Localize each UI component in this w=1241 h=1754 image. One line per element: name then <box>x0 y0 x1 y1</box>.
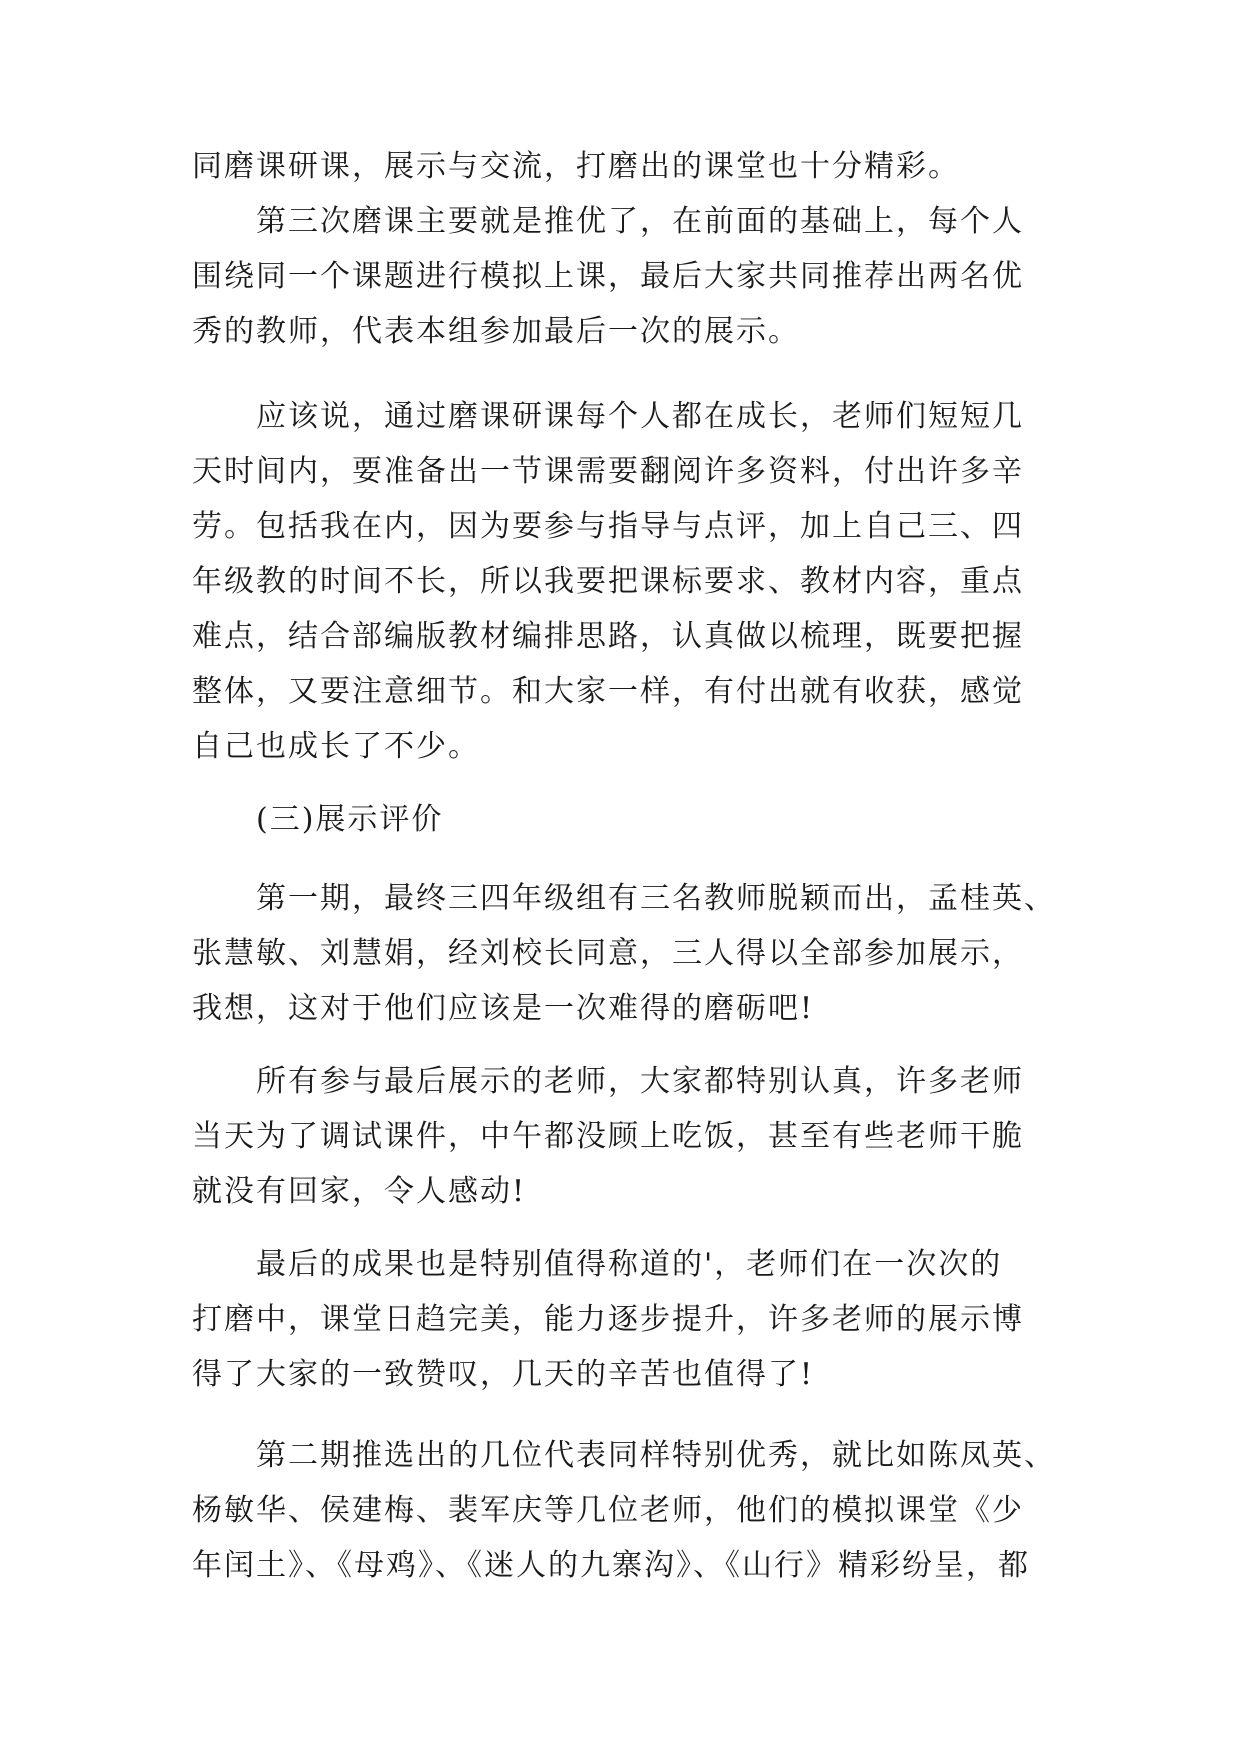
text-line: 我想，这对于他们应该是一次难得的磨砺吧! <box>192 991 815 1026</box>
text-line: 围绕同一个课题进行模拟上课，最后大家共同推荐出两名优 <box>192 259 1024 294</box>
text-line: 年级教的时间不长，所以我要把课标要求、教材内容，重点 <box>192 564 1024 599</box>
text-line: 就没有回家，令人感动! <box>192 1174 527 1209</box>
text-line: 第三次磨课主要就是推优了，在前面的基础上，每个人 <box>192 204 1024 239</box>
text-line: 应该说，通过磨课研课每个人都在成长，老师们短短几 <box>192 399 1024 434</box>
text-line: 张慧敏、刘慧娟，经刘校长同意，三人得以全部参加展示， <box>192 936 1024 971</box>
text-line: 打磨中，课堂日趋完美，能力逐步提升，许多老师的展示博 <box>192 1302 1024 1337</box>
text-line: 第二期推选出的几位代表同样特别优秀，就比如陈凤英、 <box>192 1438 1056 1473</box>
text-line: 难点，结合部编版教材编排思路，认真做以梳理，既要把握 <box>192 619 1024 654</box>
section-heading: (三)展示评价 <box>192 802 444 837</box>
text-line: 秀的教师，代表本组参加最后一次的展示。 <box>192 314 800 349</box>
text-line: 杨敏华、侯建梅、裴军庆等几位老师，他们的模拟课堂《少 <box>192 1493 1024 1528</box>
text-line: 当天为了调试课件，中午都没顾上吃饭，甚至有些老师干脆 <box>192 1119 1024 1154</box>
text-line: 所有参与最后展示的老师，大家都特别认真，许多老师 <box>192 1064 1024 1099</box>
text-line: 得了大家的一致赞叹，几天的辛苦也值得了! <box>192 1357 815 1392</box>
text-line: 年闰土》、《母鸡》、《迷人的九寨沟》、《山行》精彩纷呈，都 <box>192 1548 1030 1583</box>
text-line: 天时间内，要准备出一节课需要翻阅许多资料，付出许多辛 <box>192 454 1024 489</box>
text-line: 自己也成长了不少。 <box>192 729 480 764</box>
text-line: 最后的成果也是特别值得称道的'，老师们在一次次的 <box>192 1247 1003 1282</box>
text-line: 第一期，最终三四年级组有三名教师脱颖而出，孟桂英、 <box>192 881 1056 916</box>
text-line: 整体，又要注意细节。和大家一样，有付出就有收获，感觉 <box>192 674 1024 709</box>
text-line: 劳。包括我在内，因为要参与指导与点评，加上自己三、四 <box>192 509 1024 544</box>
text-line: 同磨课研课，展示与交流，打磨出的课堂也十分精彩。 <box>192 149 960 184</box>
